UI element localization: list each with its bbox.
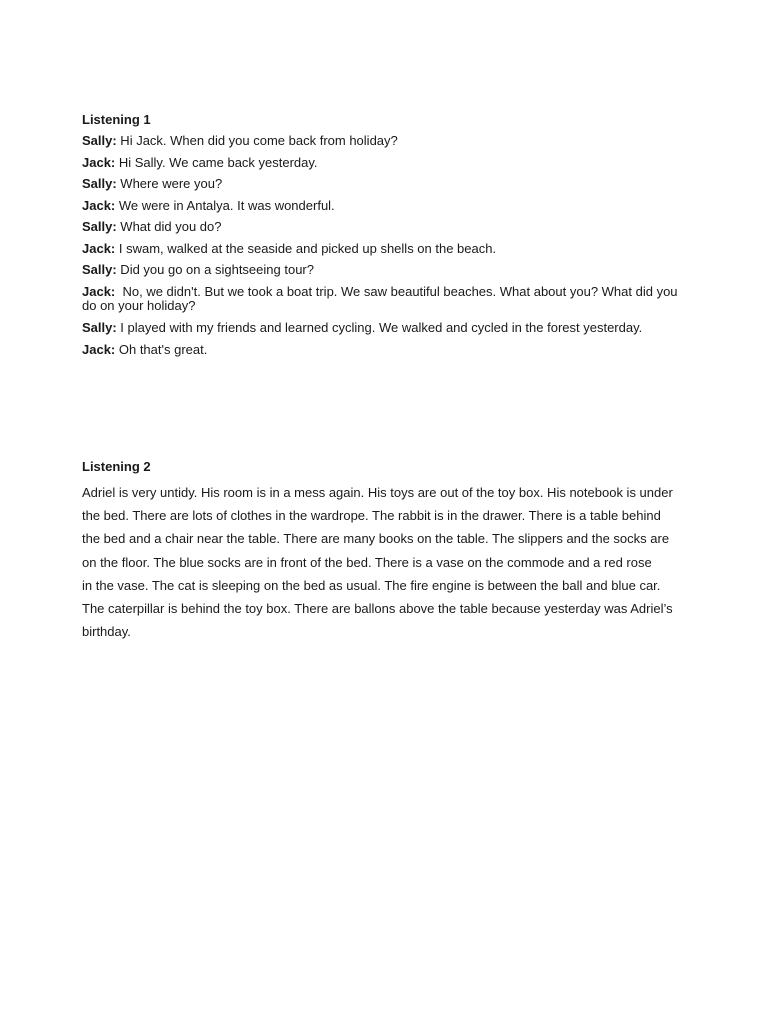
speaker-name: Sally: — [82, 133, 117, 148]
dialogue-line — [82, 134, 682, 148]
listening-2-heading: Listening 2 — [82, 459, 151, 474]
dialogue-text: What did you do? — [116, 219, 222, 234]
dialogue-text: Did you go on a sightseeing tour? — [116, 262, 314, 277]
speaker-name: Sally: — [82, 262, 117, 277]
dialogue-line — [82, 285, 682, 313]
dialogue-text: I played with my friends and learned cycling. We walked and cycled in the forest yesterday. — [116, 319, 643, 335]
paragraph-line: in the vase. The cat is sleeping on the bed as usual. The fire engine is between the ball and blue car. — [82, 577, 661, 593]
speaker-name: Jack: — [82, 154, 116, 170]
dialogue-line — [82, 199, 682, 213]
paragraph-line: The caterpillar is behind the toy box. There are ballons above the table because yesterday was Adriel’s — [82, 601, 673, 617]
dialogue-line — [82, 263, 682, 277]
dialogue-text: Where were you? — [116, 176, 223, 191]
dialogue-text: We were in Antalya. It was wonderful. — [115, 197, 335, 213]
dialogue-text: No, we didn't. But we took a boat trip. We saw beautiful beaches. What about you? What did you do on your holiday? — [82, 283, 682, 313]
dialogue-text: Hi Sally. We came back yesterday. — [115, 154, 318, 170]
paragraph-line: on the floor. The blue socks are in front of the bed. There is a vase on the commode and a red rose — [82, 554, 652, 570]
speaker-name: Sally: — [82, 176, 117, 191]
dialogue-line — [82, 321, 682, 335]
speaker-name: Jack: — [82, 197, 116, 213]
speaker-name: Jack: — [82, 240, 116, 256]
paragraph-line: the bed. There are lots of clothes in the wardrope. The rabbit is in the drawer. There is a table behind — [82, 508, 661, 524]
dialogue-text: I swam, walked at the seaside and picked up shells on the beach. — [115, 240, 497, 256]
paragraph-line: Adriel is very untidy. His room is in a mess again. His toys are out of the toy box. His notebook is under — [82, 485, 673, 500]
dialogue-line — [82, 177, 682, 191]
dialogue-line — [82, 220, 682, 234]
listening-2-paragraph — [82, 481, 682, 643]
dialogue-line — [82, 343, 682, 357]
dialogue-text: Oh that's great. — [115, 341, 208, 357]
dialogue-line — [82, 156, 682, 170]
paragraph-line: the bed and a chair near the table. There are many books on the table. The slippers and the socks are — [82, 531, 670, 547]
speaker-name: Sally: — [82, 319, 117, 335]
dialogue-text: Hi Jack. When did you come back from holiday? — [116, 133, 398, 148]
listening-1-heading: Listening 1 — [82, 112, 151, 127]
listening-2-section — [82, 459, 682, 643]
speaker-name: Jack: — [82, 341, 116, 357]
dialogue-line — [82, 242, 682, 256]
listening-1-dialogue — [82, 134, 682, 357]
paragraph-line: birthday. — [82, 624, 131, 640]
speaker-name: Sally: — [82, 219, 117, 234]
listening-1-section — [82, 112, 682, 357]
speaker-name: Jack: — [82, 283, 116, 299]
